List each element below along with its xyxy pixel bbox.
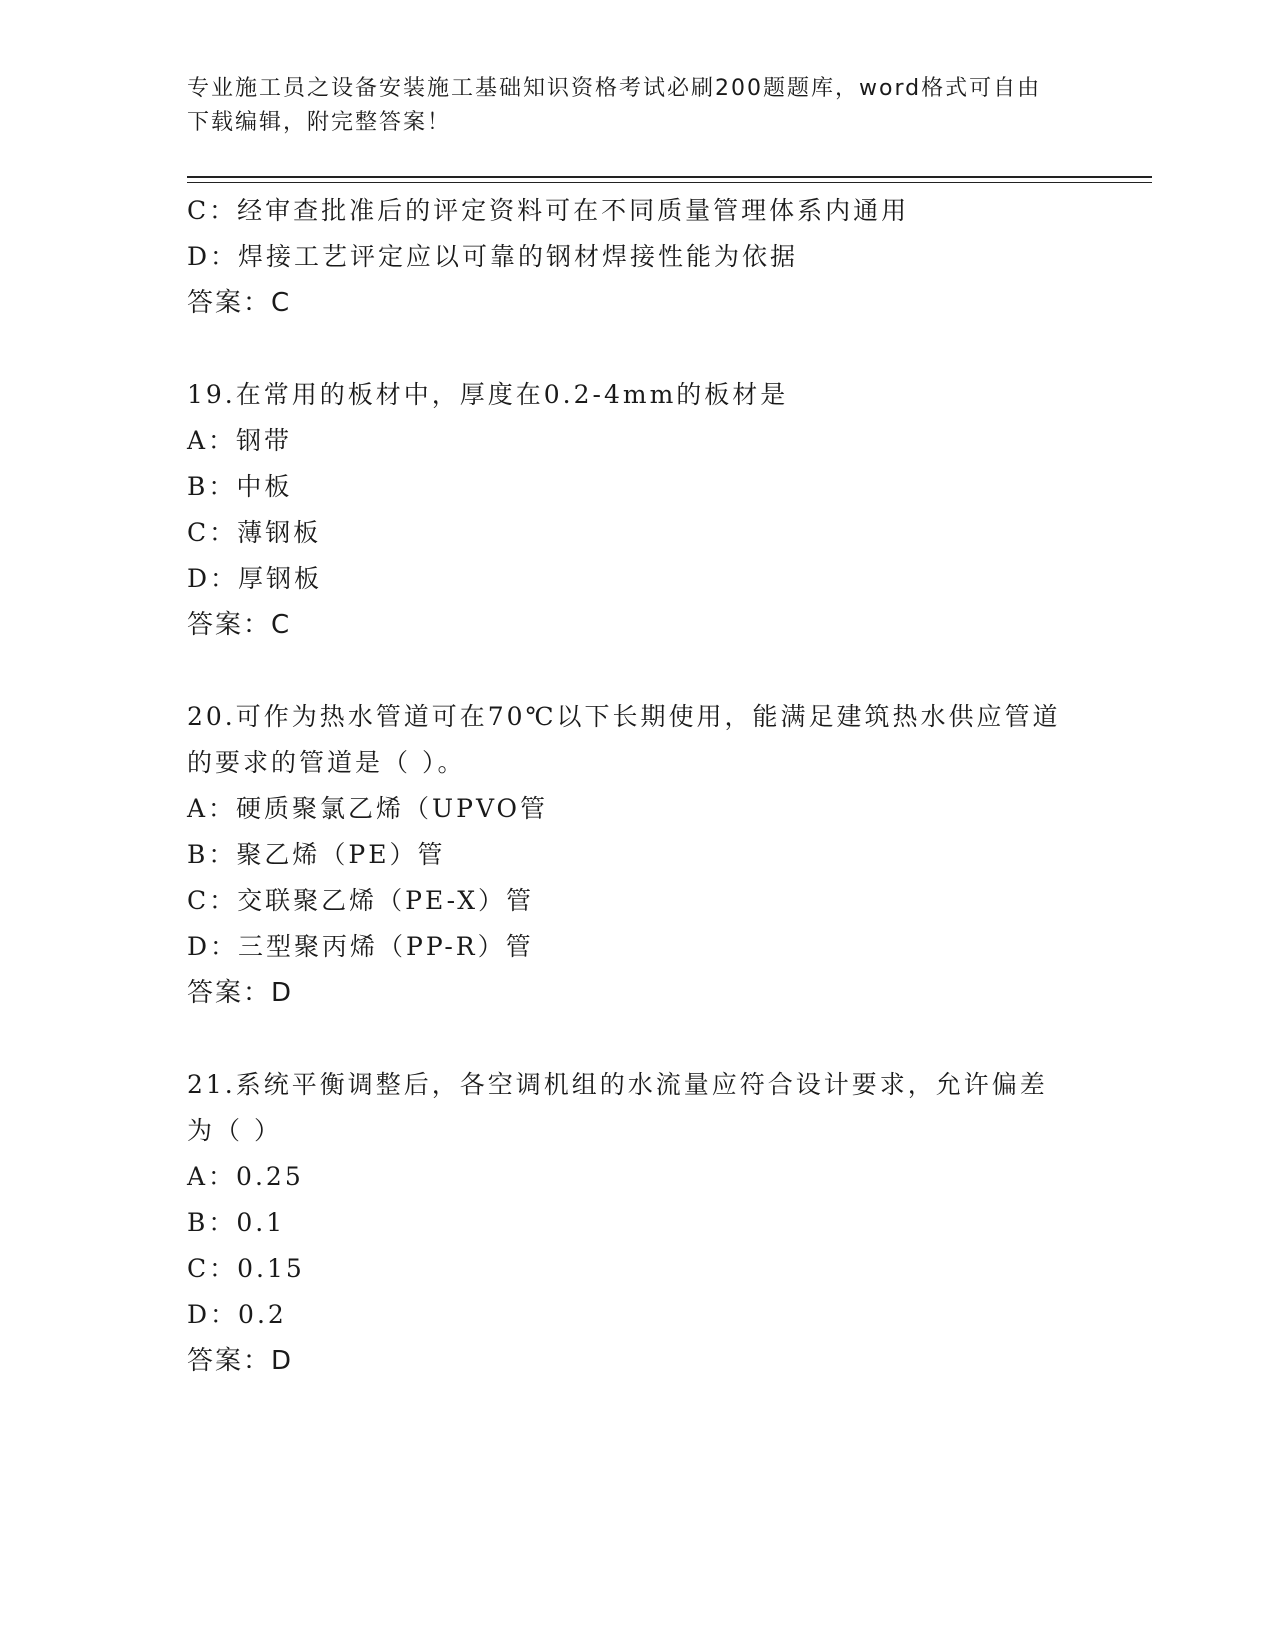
header-rule (187, 176, 1152, 178)
option-d: D：焊接工艺评定应以可靠的钢材焊接性能为依据 (187, 242, 799, 271)
question-19 (187, 372, 1087, 648)
question-21 (187, 1062, 1087, 1384)
question-18-tail (187, 188, 1087, 326)
answer: 答案：D (187, 978, 294, 1008)
question-text: 21.系统平衡调整后，各空调机组的水流量应符合设计要求，允许偏差 (187, 1070, 1048, 1099)
question-text-cont: 为（ ） (187, 1116, 282, 1145)
option-d: D：0.2 (187, 1300, 287, 1329)
question-text-cont: 的要求的管道是（ ）。 (187, 748, 466, 777)
question-20 (187, 694, 1087, 1016)
option-c: C：经审查批准后的评定资料可在不同质量管理体系内通用 (187, 196, 910, 225)
question-text: 20.可作为热水管道可在70℃以下长期使用，能满足建筑热水供应管道 (187, 702, 1061, 731)
answer: 答案：C (187, 288, 292, 318)
option-b: B：聚乙烯（PE）管 (187, 840, 446, 869)
header-line-1: 专业施工员之设备安装施工基础知识资格考试必刷200题题库，word格式可自由 (187, 76, 1042, 101)
header-line-2: 下载编辑，附完整答案！ (187, 110, 452, 135)
answer: 答案：D (187, 1346, 294, 1376)
document-header (187, 72, 1067, 140)
option-b: B：中板 (187, 472, 293, 501)
option-a: A：0.25 (187, 1162, 304, 1191)
option-c: C：薄钢板 (187, 518, 322, 547)
header-rule-thin (187, 182, 1152, 183)
question-text: 19.在常用的板材中，厚度在0.2-4mm的板材是 (187, 380, 789, 409)
answer: 答案：C (187, 610, 292, 640)
option-a: A：钢带 (187, 426, 293, 455)
question-content (187, 188, 1087, 1384)
option-c: C：0.15 (187, 1254, 305, 1283)
option-d: D：厚钢板 (187, 564, 323, 593)
option-b: B：0.1 (187, 1208, 286, 1237)
option-d: D：三型聚丙烯（PP-R）管 (187, 932, 534, 961)
option-a: A：硬质聚氯乙烯（UPVO管 (187, 794, 549, 823)
option-c: C：交联聚乙烯（PE-X）管 (187, 886, 535, 915)
